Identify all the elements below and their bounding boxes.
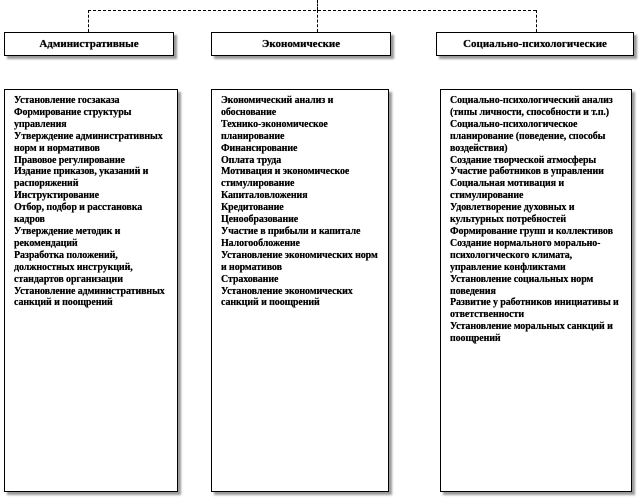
list-item: Технико-экономическое планирование — [221, 118, 328, 142]
list-item: Установление госзаказа — [14, 95, 120, 106]
list-item: Участие в прибыли и капитале — [221, 225, 361, 237]
list-item: Инструктирование — [14, 190, 99, 202]
header-economic-label: Экономические — [261, 38, 341, 50]
list-item: Установление социальных норм поведения — [450, 273, 594, 297]
list-item: Оплата труда — [221, 154, 282, 166]
list-item: Социальная мотивация и стимулирование — [450, 178, 565, 202]
list-item: Экономический анализ и обоснование — [221, 95, 334, 118]
list-item: Развитие у работников инициативы и ответственности — [450, 297, 619, 321]
top-connector-vertical — [317, 0, 318, 10]
header-administrative-label: Административные — [39, 38, 139, 50]
top-connector-horizontal — [88, 10, 536, 11]
list-item: Установление экономических санкций и поощрений — [221, 285, 353, 309]
connector-to-econ — [317, 10, 318, 32]
list-item: Отбор, подбор и расстановка кадров — [14, 202, 143, 226]
header-social — [436, 32, 634, 56]
header-social-label: Социально-психологические — [463, 38, 607, 50]
list-item: Формирование структуры управления — [14, 106, 132, 130]
list-item: Социально-психологический анализ (типы личности, способности и т.п.) — [450, 95, 613, 118]
list-economic — [211, 89, 389, 492]
list-social — [440, 89, 632, 492]
header-economic — [211, 32, 391, 56]
list-item: Страхование — [221, 273, 279, 285]
list-item: Создание нормального морально-психологического климата, управление конфликтами — [450, 237, 601, 273]
list-administrative — [4, 89, 178, 492]
connector-to-social — [536, 10, 537, 32]
list-item: Мотивация и экономическое стимулирование — [221, 166, 350, 190]
list-item: Участие работников в управлении — [450, 166, 604, 178]
list-item: Утверждение административных норм и нормативов — [14, 130, 163, 154]
list-item: Установление моральных санкций и поощрений — [450, 321, 613, 345]
list-item: Издание приказов, указаний и распоряжений — [14, 166, 149, 190]
list-item: Установление экономических норм и нормативов — [221, 249, 378, 273]
list-item: Утверждение методик и рекомендаций — [14, 225, 121, 249]
list-item: Финансирование — [221, 142, 298, 154]
list-item: Правовое регулирование — [14, 154, 125, 166]
list-item: Налогообложение — [221, 237, 300, 249]
header-administrative — [4, 32, 174, 56]
list-item: Капиталовложения — [221, 190, 308, 202]
list-item: Удовлетворение духовных и культурных потребностей — [450, 202, 575, 226]
list-item: Разработка положений, должностных инструкций, стандартов организации — [14, 249, 133, 285]
list-item: Социально-психологическое планирование (поведение, способы воздействия) — [450, 118, 606, 154]
list-item: Формирование групп и коллективов — [450, 225, 613, 237]
list-item: Ценообразование — [221, 214, 299, 226]
connector-to-admin — [88, 10, 89, 32]
list-item: Установление административных санкций и поощрений — [14, 285, 165, 309]
list-item: Создание творческой атмосферы — [450, 154, 597, 166]
list-item: Кредитование — [221, 202, 284, 214]
